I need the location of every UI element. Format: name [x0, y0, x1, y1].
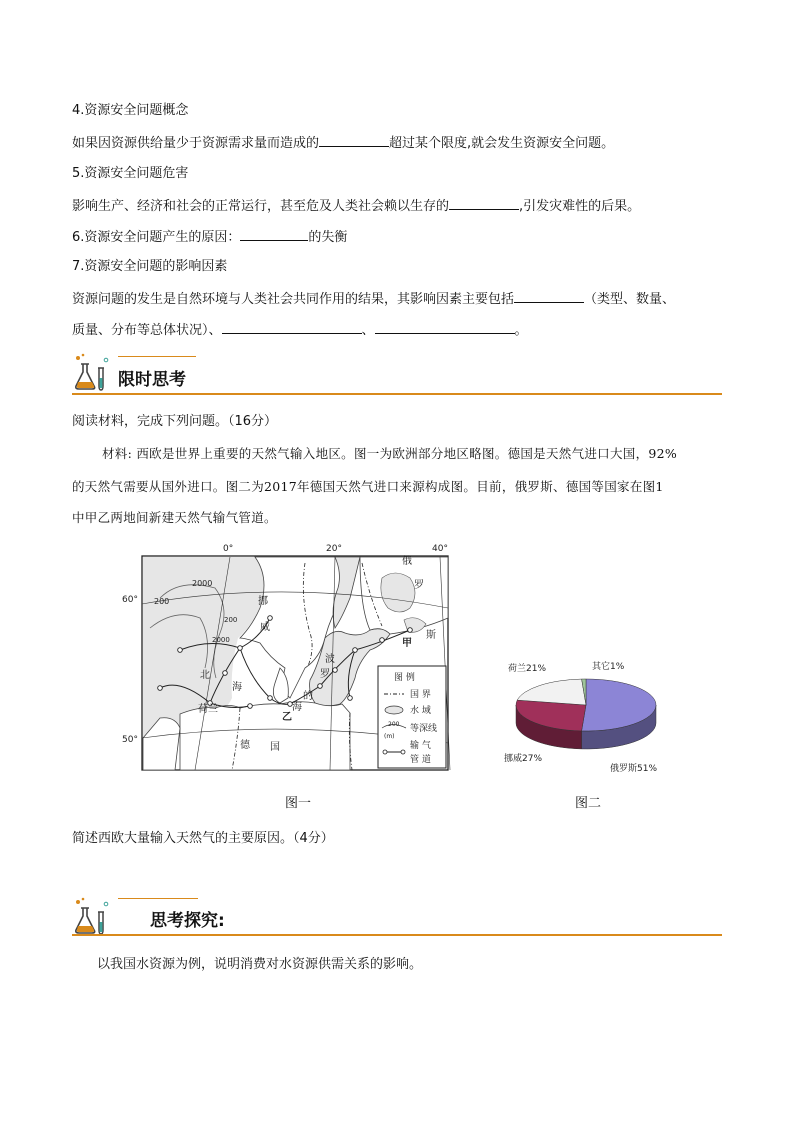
fig2-caption: 图二 [575, 796, 602, 811]
section2-title: 思考探究: [150, 911, 225, 931]
legend-pipeline-1: 输 气 [410, 741, 431, 751]
answer-blank[interactable] [375, 320, 515, 334]
legend-border: 国 界 [410, 690, 431, 700]
item7-line2-mid: 、 [361, 323, 375, 338]
label-baltic-4: 海 [292, 702, 302, 713]
label-north-sea-2: 海 [232, 682, 242, 693]
item6-text-after: 的失衡 [308, 230, 348, 245]
legend-title: 图 例 [394, 673, 415, 683]
contour-label: 200 [224, 616, 238, 624]
label-germany-2: 国 [270, 742, 280, 753]
label-norway-2: 威 [260, 622, 270, 633]
header-accent-line [118, 898, 198, 899]
answer-blank[interactable] [449, 196, 519, 210]
item5-text-after: ,引发灾难性的后果。 [519, 199, 641, 214]
label-north-sea-1: 北 [200, 670, 210, 681]
item7-line1 [72, 289, 675, 309]
legend-contour-unit2: (m) [384, 733, 395, 740]
flask-icon [72, 896, 112, 936]
label-baltic-2: 罗 [320, 669, 330, 680]
fig1-caption: 图一 [285, 796, 312, 811]
item7-heading: 7.资源安全问题的影响因素 [72, 259, 228, 274]
item7-text-after: （类型、数量、 [584, 292, 676, 307]
contour-label: 2000 [212, 636, 230, 644]
legend-pipeline-2: 管 道 [410, 755, 431, 765]
flask-icon [72, 352, 112, 392]
section1-intro: 阅读材料，完成下列问题。（16分） [72, 414, 278, 429]
legend-contour: 等深线 [410, 724, 438, 734]
section1-divider [72, 393, 722, 395]
material-line2: 的天然气需要从国外进口。图二为2017年德国天然气进口来源构成图。目前，俄罗斯、德国等国家在图1 [72, 479, 664, 494]
legend-water: 水 域 [410, 706, 431, 716]
section1-question: 简述西欧大量输入天然气的主要原因。（4分） [72, 831, 334, 846]
pie-label-3: 其它1% [592, 662, 625, 672]
lon-label-20: 20° [326, 544, 342, 554]
label-germany-1: 德 [240, 740, 250, 751]
item5-text-before: 影响生产、经济和社会的正常运行，甚至危及人类社会赖以生存的 [72, 199, 450, 214]
item7-text-before: 资源问题的发生是自然环境与人类社会共同作用的结果，其影响因素主要包括 [72, 292, 515, 307]
answer-blank[interactable] [319, 133, 389, 147]
material-line1: 材料: 西欧是世界上重要的天然气输入地区。图一为欧洲部分地区略图。德国是天然气进口大国，92% [102, 446, 678, 461]
contour-label: 200 [154, 597, 170, 606]
label-netherlands: 荷兰 [198, 704, 218, 715]
pie-label-1: 挪威27% [504, 754, 543, 764]
item5-text [72, 196, 640, 216]
contour-label: 2000 [192, 579, 213, 588]
legend-contour-unit: 200 [388, 721, 400, 728]
label-russia-3: 斯 [426, 630, 436, 641]
item7-line2-end: 。 [514, 323, 528, 338]
label-norway-1: 挪 [258, 596, 268, 607]
label-jia: 甲 [402, 638, 412, 649]
label-russia-1: 俄 [402, 556, 412, 567]
lat-label-50: 50° [122, 735, 138, 745]
label-russia-2: 罗 [414, 580, 424, 591]
item4-text-after: 超过某个限度,就会发生资源安全问题。 [389, 136, 615, 151]
pie-slice-2 [517, 679, 586, 705]
item4-text [72, 133, 614, 153]
material-line3: 中甲乙两地间新建天然气输气管道。 [72, 510, 277, 525]
lat-label-60: 60° [122, 595, 138, 605]
answer-blank[interactable] [222, 320, 362, 334]
label-yi: 乙 [282, 712, 292, 723]
pie-chart [500, 655, 680, 775]
item6 [72, 227, 347, 247]
section1-title: 限时思考 [118, 370, 186, 390]
label-baltic-1: 波 [325, 654, 335, 665]
label-baltic-3: 的 [303, 691, 313, 702]
item5-heading: 5.资源安全问题危害 [72, 166, 189, 181]
section2-divider [72, 934, 722, 936]
europe-map [120, 538, 455, 778]
lon-label-40: 40° [432, 544, 448, 554]
pie-label-2: 荷兰21% [508, 664, 547, 674]
item4-heading: 4.资源安全问题概念 [72, 103, 189, 118]
pie-label-0: 俄罗斯51% [610, 764, 658, 774]
item6-heading: 6.资源安全问题产生的原因： [72, 230, 241, 245]
item7-line2-before: 质量、分布等总体状况）、 [72, 323, 222, 338]
answer-blank[interactable] [240, 227, 308, 241]
lon-label-0: 0° [223, 544, 234, 554]
item4-text-before: 如果因资源供给量少于资源需求量而造成的 [72, 136, 320, 151]
item7-line2 [72, 320, 528, 340]
header-accent-line [118, 356, 196, 357]
answer-blank[interactable] [514, 289, 584, 303]
section2-question: 以我国水资源为例，说明消费对水资源供需关系的影响。 [97, 957, 423, 972]
